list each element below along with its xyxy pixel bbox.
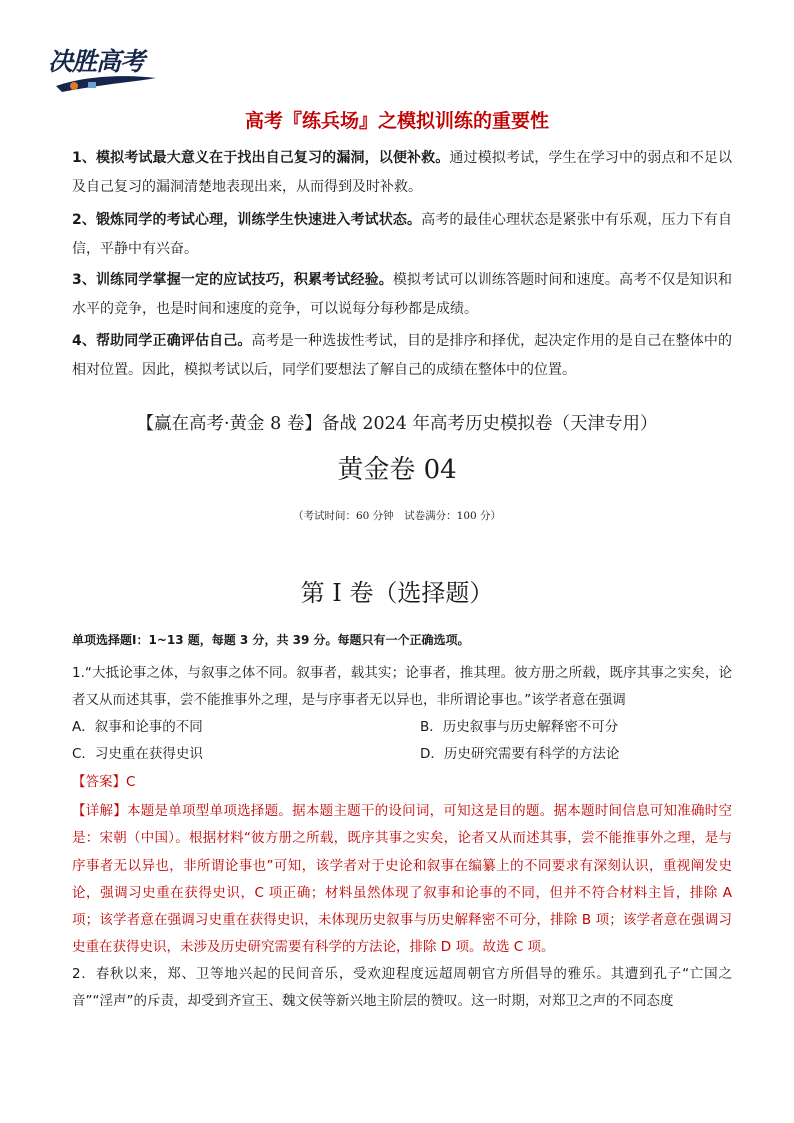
explanation-label: 【详解】 — [72, 803, 128, 819]
section-title: 第 I 卷（选择题） — [300, 579, 494, 607]
notice-item-3-text: 模拟考试可以训练答题时间和速度。高考不仅是知识和水平的竞争，也是时间和速度的竞争，可以说每分每秒都是成绩。 — [72, 272, 732, 317]
notice-item-4-text: 高考是一种选拔性考试，目的是排序和择优，起决定作用的是自己在整体中的相对位置。因此，模拟考试以后，同学们要想法了解自己的成绩在整体中的位置。 — [72, 333, 732, 378]
question-1-option-b: B．历史叙事与历史解释密不可分 — [420, 719, 619, 735]
notice-title: 高考『练兵场』之模拟训练的重要性 — [244, 110, 549, 132]
question-1-option-d: D．历史研究需要有科学的方法论 — [420, 746, 620, 762]
question-1-explanation — [72, 798, 732, 962]
notice-item-4 — [72, 327, 732, 385]
logo-brush-swoosh-icon — [54, 72, 158, 94]
notice-item-3 — [72, 266, 732, 324]
notice-item-1-key: 1、模拟考试最大意义在于找出自己复习的漏洞，以便补救。 — [72, 150, 450, 166]
question-1-option-c: C．习史重在获得史识 — [72, 746, 203, 762]
notice-item-2-key: 2、锻炼同学的考试心理，训练学生快速进入考试状态。 — [72, 212, 422, 228]
brand-logo — [48, 38, 160, 100]
notice-item-2 — [72, 206, 732, 264]
notice-item-4-key: 4、帮助同学正确评估自己。 — [72, 333, 252, 349]
notice-item-2-text: 高考的最佳心理状态是紧张中有乐观，压力下有自信，平静中有兴奋。 — [72, 212, 732, 257]
explanation-text: 本题是单项型单项选择题。据本题主题干的设问词，可知这是目的题。据本题时间信息可知准确时空是：宋朝（中国）。根据材料“彼方册之所载，既序其事之实矣，论者又从而述其事，尝不能推事外之理，是与序事者无以异也，非所谓论事也”可知，该学者对于史论和叙事在编纂上的不同要求有深刻认识，重视阐发史论，强调习史重在获得史识，C 项正确；材料虽然体现了叙事和论事的不同，但并不符合材料主旨，排除 A 项；该学者意在强调习史重在获得史识，未体现历史叙事与历史解释密不可分，排除 B 项；该学者意在强调习史重在获得史识，未涉及历史研究需要有科学的方法论，排除 D 项。故选 C 项。 — [72, 803, 733, 956]
paper-title: 黄金卷 04 — [337, 455, 457, 485]
instruction: 单项选择题Ⅰ：1~13 题，每题 3 分，共 39 分。每题只有一个正确选项。 — [72, 633, 470, 647]
question-1-answer: 【答案】C — [72, 774, 136, 790]
notice-item-1 — [72, 144, 732, 202]
question-1-option-a: A．叙事和论事的不同 — [72, 719, 203, 735]
question-2-stem: 2．春秋以来，郑、卫等地兴起的民间音乐，受欢迎程度远超周朝官方所倡导的雅乐。其遭到孔子“亡国之音”“淫声”的斥责，却受到齐宣王、魏文侯等新兴地主阶层的赞叹。这一时期，对郑卫之声的不同态度 — [72, 966, 732, 1009]
logo-text: 决胜高考 — [48, 47, 145, 76]
notice-item-3-key: 3、训练同学掌握一定的应试技巧，积累考试经验。 — [72, 272, 393, 288]
exam-info: （考试时间：60 分钟 试卷满分：100 分） — [292, 510, 502, 522]
notice-item-1-text: 通过模拟考试，学生在学习中的弱点和不足以及自己复习的漏洞清楚地表现出来，从而得到及时补救。 — [72, 150, 733, 195]
question-1-stem: 1.“大抵论事之体，与叙事之体不同。叙事者，载其实；论事者，推其理。彼方册之所载，既序其事之实矣，论者又从而述其事，尝不能推事外之理，是与序事者无以异也，非所谓论事也。”该学者意在强调 — [72, 665, 732, 708]
exam-header: 【赢在高考·黄金 8 卷】备战 2024 年高考历史模拟卷（天津专用） — [136, 414, 658, 434]
